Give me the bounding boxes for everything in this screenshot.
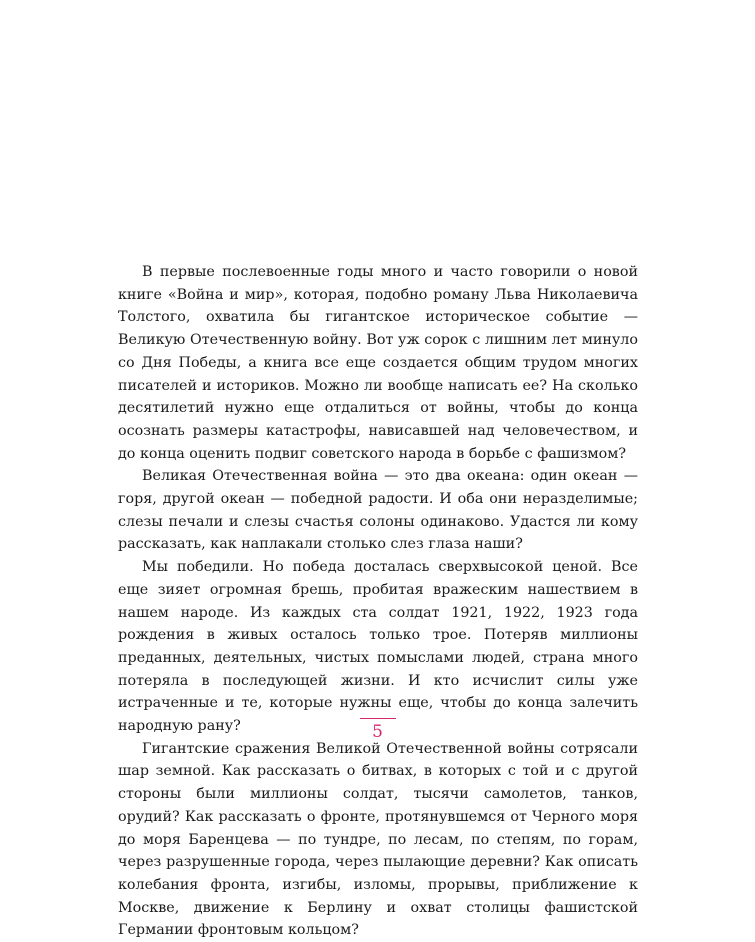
page-number: 5: [372, 722, 383, 742]
body-text: [118, 261, 638, 942]
paragraph-2: Великая Отечественная война — это два океана: один океан — горя, другой океан — победной радости. И оба они неразделимые; слезы печали и слезы счастья солоны одинаково. Удастся ли кому рассказать, как наплакали столько слез глаза наши?: [118, 468, 638, 553]
paragraph-1: В первые послевоенные годы много и часто говорили о новой книге «Война и мир», которая, подобно роману Льва Николаевича Толстого, охватила бы гигантское историческое событие — Великую Отечественную войну. Вот уж сорок с лишним лет минуло со Дня Победы, а книга все еще создается общим трудом многих писателей и историков. Можно ли вообще написать ее? На сколько десятилетий нужно еще отдалиться от войны, чтобы до конца осознать размеры катастрофы, нависавшей над человечеством, и до конца оценить подвиг советского народа в борьбе с фашизмом?: [118, 264, 638, 462]
page-number-rule: [360, 718, 396, 719]
paragraph-3: Мы победили. Но победа досталась сверхвысокой ценой. Все еще зияет огромная брешь, пробитая вражеским нашествием в нашем народе. Из каждых ста солдат 1921, 1922, 1923 года рождения в живых осталось только трое. Потеряв миллионы преданных, деятельных, чистых помыслами людей, страна много потеряла в последующей жизни. И кто исчислит силы уже истраченные и те, которые нужны еще, чтобы до конца залечить народную рану?: [118, 559, 638, 735]
paragraph-4: Гигантские сражения Великой Отечественной войны сотрясали шар земной. Как рассказать о битвах, в которых с той и с другой стороны были миллионы солдат, тысячи самолетов, танков, орудий? Как рассказать о фронте, протянувшемся от Черного моря до моря Баренцева — по тундре, по лесам, по степям, по горам, через разрушенные города, через пылающие деревни? Как описать колебания фронта, изгибы, изломы, прорывы, приближение к Москве, движение к Берлину и охват столицы фашистской Германии фронтовым кольцом?: [118, 740, 638, 939]
